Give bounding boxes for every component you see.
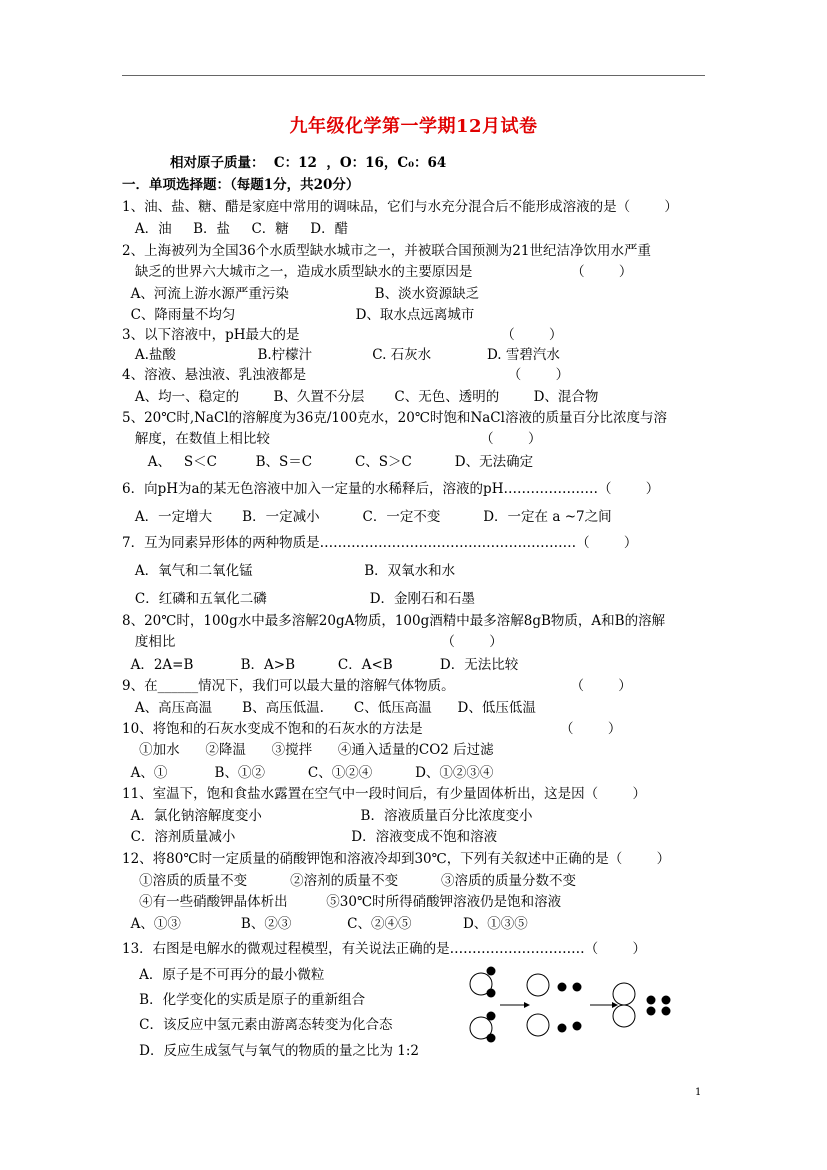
header-rule [122, 75, 705, 76]
question-line: 12、将80℃时一定质量的硝酸钾饱和溶液冷却到30℃，下列有关叙述中正确的是（ ） [122, 851, 671, 867]
question-line: 解度，在数值上相比较 （ ） [122, 431, 542, 447]
question-line: A、 S＜C B、S＝C C、S＞C D、无法确定 [122, 454, 534, 470]
question-line: 13．右图是电解水的微观过程模型，有关说法正确的是…………………………（ ） [122, 941, 647, 957]
question-line: A．一定增大 B．一定减小 C．一定不变 D．一定在 a ~7之间 [122, 509, 612, 525]
question-line: A．油 B．盐 C．糖 D．醋 [122, 221, 349, 237]
arrow-icon [500, 1002, 530, 1008]
question-line: C、降雨量不均匀 D、取水点远离城市 [122, 307, 475, 323]
question-line: A、① B、①② C、①②④ D、①②③④ [122, 765, 494, 781]
question-line: ①加水 ②降温 ③搅拌 ④通入适量的CO2 后过滤 [122, 742, 494, 758]
question-line: A．氯化钠溶解度变小 B．溶液质量百分比浓度变小 [122, 808, 533, 824]
water-molecule-bottom [470, 1012, 496, 1043]
question-line: C．溶剂质量减小 D．溶液变成不饱和溶液 [122, 829, 498, 845]
electrolysis-model-diagram [462, 960, 692, 1050]
question-line: 5、20℃时,NaCl的溶解度为36克/100克水，20℃时饱和NaCl溶液的质量百分比浓度与溶 [122, 410, 667, 426]
question-line: A.盐酸 B.柠檬汁 C. 石灰水 D. 雪碧汽水 [122, 347, 560, 363]
question-line: 缺乏的世界六大城市之一，造成水质型缺水的主要原因是 （ ） [122, 264, 633, 280]
question-line: A．氧气和二氧化锰 B．双氧水和水 [122, 563, 456, 579]
question-line: C．该反应中氢元素由游离态转变为化合态 [122, 1017, 393, 1033]
question-line: 9、在______情况下，我们可以最大量的溶解气体物质。 （ ） [122, 678, 632, 694]
question-line: ①溶质的质量不变 ②溶剂的质量不变 ③溶质的质量分数不变 [122, 873, 576, 889]
atomic-masses: 相对原子质量： C：12 ，O：16，C₀：64 [170, 155, 447, 171]
exam-title: 九年级化学第一学期12月试卷 [289, 116, 538, 137]
question-line: A．原子是不可再分的最小微粒 [122, 967, 325, 983]
question-line: 11、室温下，饱和食盐水露置在空气中一段时间后，有少量固体析出，这是因（ ） [122, 786, 647, 802]
separated-atoms [527, 974, 582, 1036]
question-line: A、河流上游水源严重污染 B、淡水资源缺乏 [122, 286, 480, 302]
question-line: 2、上海被列为全国36个水质型缺水城市之一，并被联合国预测为21世纪洁净饮用水严重 [122, 243, 651, 259]
question-line: 6．向pH为a的某无色溶液中加入一定量的水稀释后，溶液的pH…………………（ ） [122, 481, 660, 497]
question-line: 度相比 （ ） [122, 634, 503, 650]
section-heading: 一．单项选择题：（每题1分，共20分） [122, 177, 360, 193]
question-line: 8、20℃时，100g水中最多溶解20gA物质，100g酒精中最多溶解8gB物质，A和B的溶解 [122, 613, 666, 629]
question-line: 3、以下溶液中，pH最大的是 （ ） [122, 327, 563, 343]
water-molecule-top [470, 967, 496, 998]
question-line: ④有一些硝酸钾晶体析出 ⑤30℃时所得硝酸钾溶液仍是饱和溶液 [122, 894, 562, 910]
arrow-icon [590, 1002, 618, 1008]
question-line: B．化学变化的实质是原子的重新组合 [122, 992, 366, 1008]
question-line: A、①③ B、②③ C、②④⑤ D、①③⑤ [122, 916, 528, 932]
question-line: 4、溶液、悬浊液、乳浊液都是 （ ） [122, 367, 570, 383]
question-line: 7．互为同素异形体的两种物质是…………………………………………………（ ） [122, 535, 638, 551]
question-line: D．反应生成氢气与氧气的物质的量之比为 1:2 [122, 1043, 420, 1059]
question-line: C．红磷和五氧化二磷 D．金刚石和石墨 [122, 591, 476, 607]
page-number: 1 [695, 1087, 702, 1098]
question-line: 1、油、盐、糖、醋是家庭中常用的调味品，它们与水充分混合后不能形成溶液的是（ ） [122, 199, 678, 215]
question-line: A．2A=B B．A>B C．A<B D．无法比较 [122, 657, 519, 673]
question-line: A、高压高温 B、高压低温. C、低压高温 D、低压低温 [122, 700, 536, 716]
question-line: A、均一、稳定的 B、久置不分层 C、无色、透明的 D、混合物 [122, 389, 599, 405]
question-line: 10、将饱和的石灰水变成不饱和的石灰水的方法是 （ ） [122, 721, 622, 737]
product-molecules [613, 983, 671, 1027]
